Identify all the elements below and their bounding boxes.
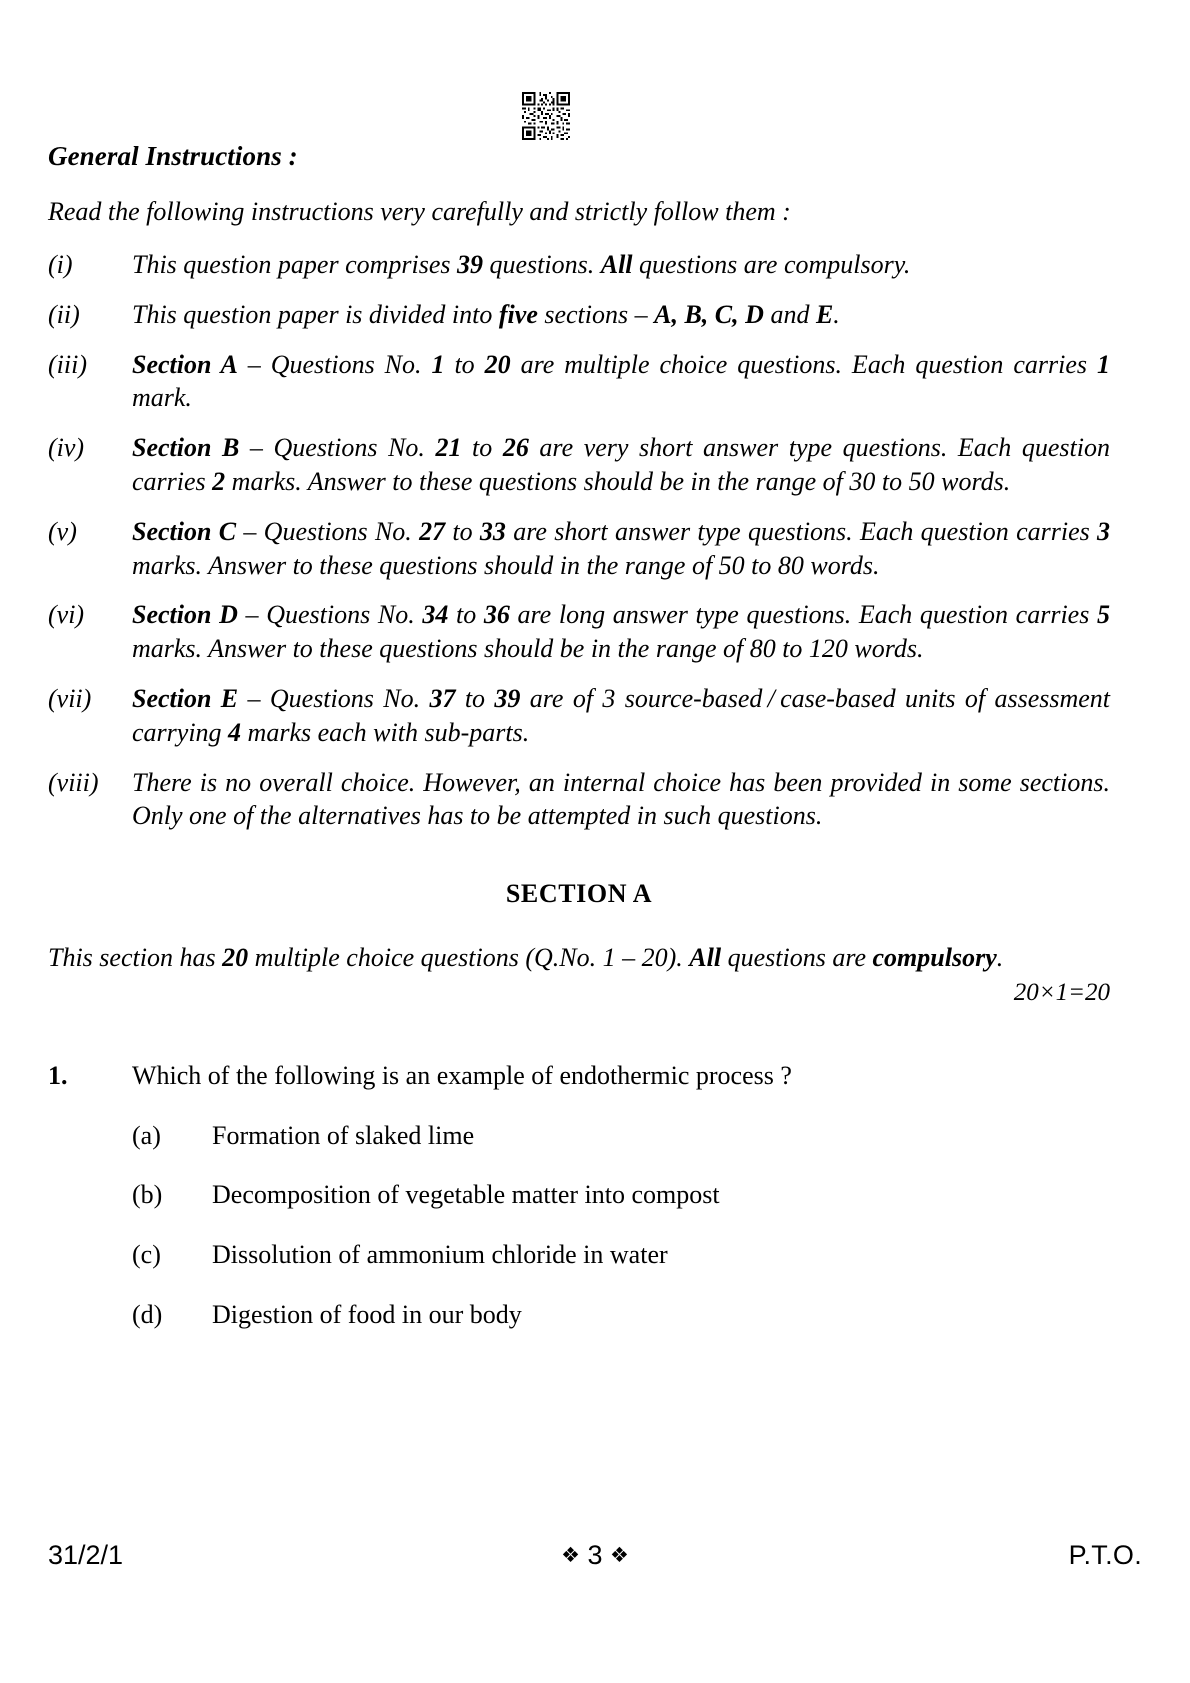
text-run: multiple choice questions (Q.No. 1 – 20). bbox=[248, 943, 690, 973]
instruction-item bbox=[48, 298, 1110, 332]
text-run: There is no overall choice. However, an internal choice has been provided in some sections. Only one of the alternatives has to be attempted in such questions. bbox=[132, 767, 1110, 831]
emphasis-run: Section A bbox=[132, 349, 238, 379]
text-run: questions are bbox=[721, 943, 873, 973]
text-run: questions are compulsory. bbox=[632, 250, 911, 280]
section-a-title: SECTION A bbox=[505, 879, 653, 909]
emphasis-run: 3 bbox=[1097, 516, 1111, 546]
emphasis-run: 39 bbox=[457, 250, 483, 280]
instruction-marker: (i) bbox=[48, 250, 73, 280]
emphasis-run: compulsory bbox=[872, 943, 997, 973]
emphasis-run: All bbox=[600, 250, 633, 280]
emphasis-run: 27 bbox=[419, 516, 446, 546]
text-run: marks. Answer to these questions should in the range of 50 to 80 words. bbox=[132, 550, 880, 580]
diamond-right-icon: ❖ bbox=[610, 1544, 629, 1567]
paper-code: 31/2/1 bbox=[48, 1540, 124, 1570]
instruction-text bbox=[132, 766, 1110, 834]
emphasis-run: Section E bbox=[132, 683, 239, 713]
emphasis-run: 1 bbox=[431, 349, 445, 379]
option-label: (a) bbox=[132, 1120, 161, 1150]
general-instructions-heading: General Instructions : bbox=[48, 141, 298, 171]
instruction-text bbox=[132, 598, 1110, 666]
instruction-item bbox=[48, 348, 1110, 416]
emphasis-run: 5 bbox=[1097, 600, 1110, 630]
instruction-item bbox=[48, 515, 1110, 583]
option-label: (b) bbox=[132, 1180, 163, 1210]
text-run: to bbox=[448, 600, 484, 630]
option-list bbox=[48, 1119, 1110, 1332]
text-run: are short answer type questions. Each question carries bbox=[505, 516, 1098, 546]
text-run: to bbox=[444, 349, 485, 379]
text-run: to bbox=[461, 433, 503, 463]
instruction-marker: (iii) bbox=[48, 349, 87, 379]
emphasis-run: Section C bbox=[132, 516, 237, 546]
emphasis-run: 1 bbox=[1097, 349, 1111, 379]
emphasis-run: 20 bbox=[222, 943, 249, 973]
emphasis-run: A, B, C, D bbox=[654, 299, 764, 329]
question-number: 1. bbox=[48, 1060, 68, 1090]
instruction-text bbox=[132, 515, 1110, 583]
text-run: This question paper comprises bbox=[132, 250, 457, 280]
instruction-marker: (vi) bbox=[48, 600, 85, 630]
emphasis-run: Section D bbox=[132, 600, 238, 630]
instruction-item bbox=[48, 431, 1110, 499]
section-a-marks-line bbox=[48, 977, 1110, 1011]
text-run: – Questions No. bbox=[236, 516, 420, 546]
text-run: to bbox=[445, 516, 480, 546]
text-run: are long answer type questions. Each question carries bbox=[509, 600, 1097, 630]
page-number-block bbox=[48, 1540, 1142, 1571]
text-run: – Questions No. bbox=[238, 683, 430, 713]
text-run: are of 3 source-based / case-based units of assessment carrying bbox=[132, 683, 1111, 747]
instruction-marker: (iv) bbox=[48, 433, 85, 463]
emphasis-run: 34 bbox=[422, 600, 449, 630]
emphasis-run: 36 bbox=[483, 600, 510, 630]
text-run: to bbox=[455, 683, 495, 713]
question-text: Which of the following is an example of endothermic process ? bbox=[132, 1060, 792, 1090]
page-number: 3 bbox=[587, 1540, 603, 1570]
section-a-marks: 20×1=20 bbox=[1013, 978, 1110, 1006]
option-label: (c) bbox=[132, 1240, 161, 1270]
emphasis-run: 33 bbox=[479, 516, 506, 546]
emphasis-run: 20 bbox=[484, 349, 511, 379]
emphasis-run: Section B bbox=[132, 433, 240, 463]
option-item[interactable] bbox=[132, 1119, 1110, 1153]
emphasis-run: 37 bbox=[429, 683, 456, 713]
text-run: . bbox=[996, 943, 1004, 973]
text-run: . bbox=[833, 299, 840, 329]
emphasis-run: All bbox=[689, 943, 722, 973]
text-run: – Questions No. bbox=[239, 433, 436, 463]
instruction-marker: (viii) bbox=[48, 767, 99, 797]
text-run: mark. bbox=[132, 383, 192, 413]
emphasis-run: 39 bbox=[494, 683, 521, 713]
instruction-marker: (v) bbox=[48, 516, 77, 546]
option-text: Formation of slaked lime bbox=[212, 1120, 475, 1150]
text-run: are multiple choice questions. Each question carries bbox=[510, 349, 1098, 379]
text-run: sections – bbox=[537, 299, 655, 329]
option-item[interactable] bbox=[132, 1298, 1110, 1332]
text-run: This question paper is divided into bbox=[132, 299, 499, 329]
instructions-lead: Read the following instructions very carefully and strictly follow them : bbox=[48, 196, 791, 226]
text-run: are very short answer type questions. Each question carries bbox=[132, 433, 1110, 496]
text-run: – Questions No. bbox=[237, 600, 423, 630]
option-text: Decomposition of vegetable matter into compost bbox=[212, 1180, 720, 1210]
emphasis-run: 2 bbox=[212, 467, 226, 496]
text-run: This section has bbox=[48, 943, 223, 973]
emphasis-run: 21 bbox=[435, 433, 462, 463]
section-a-note bbox=[48, 939, 1110, 1011]
text-run: marks each with sub-parts. bbox=[241, 717, 530, 747]
instruction-text bbox=[132, 348, 1110, 416]
instruction-marker: (vii) bbox=[48, 683, 92, 713]
pto-label: P.T.O. bbox=[1068, 1540, 1142, 1570]
text-run: marks. Answer to these questions should be in the range of 30 to 50 words. bbox=[225, 467, 1011, 496]
page-footer bbox=[48, 1540, 1142, 1580]
option-item[interactable] bbox=[132, 1178, 1110, 1212]
option-label: (d) bbox=[132, 1300, 163, 1330]
instruction-list bbox=[48, 248, 1110, 833]
emphasis-run: five bbox=[498, 299, 538, 329]
question-1 bbox=[48, 1059, 1110, 1093]
instruction-text bbox=[132, 298, 1110, 332]
text-run: marks. Answer to these questions should be in the range of 80 to 120 words. bbox=[132, 634, 924, 664]
qr-code-icon bbox=[522, 92, 570, 140]
instruction-text bbox=[132, 248, 1110, 282]
text-run: and bbox=[763, 299, 816, 329]
diamond-left-icon: ❖ bbox=[561, 1544, 580, 1567]
text-run: – Questions No. bbox=[237, 349, 432, 379]
text-run: questions. bbox=[483, 250, 601, 280]
emphasis-run: E bbox=[815, 299, 834, 329]
instruction-item bbox=[48, 248, 1110, 282]
emphasis-run: 26 bbox=[502, 433, 529, 463]
instruction-item bbox=[48, 598, 1110, 666]
instruction-item bbox=[48, 682, 1110, 750]
page-content bbox=[48, 140, 1110, 1332]
instruction-text bbox=[132, 431, 1110, 499]
option-item[interactable] bbox=[132, 1238, 1110, 1272]
emphasis-run: 4 bbox=[228, 717, 242, 747]
instruction-item bbox=[48, 766, 1110, 834]
option-text: Dissolution of ammonium chloride in water bbox=[212, 1240, 668, 1270]
option-text: Digestion of food in our body bbox=[212, 1300, 522, 1330]
instruction-text bbox=[132, 682, 1110, 750]
instruction-marker: (ii) bbox=[48, 299, 80, 329]
